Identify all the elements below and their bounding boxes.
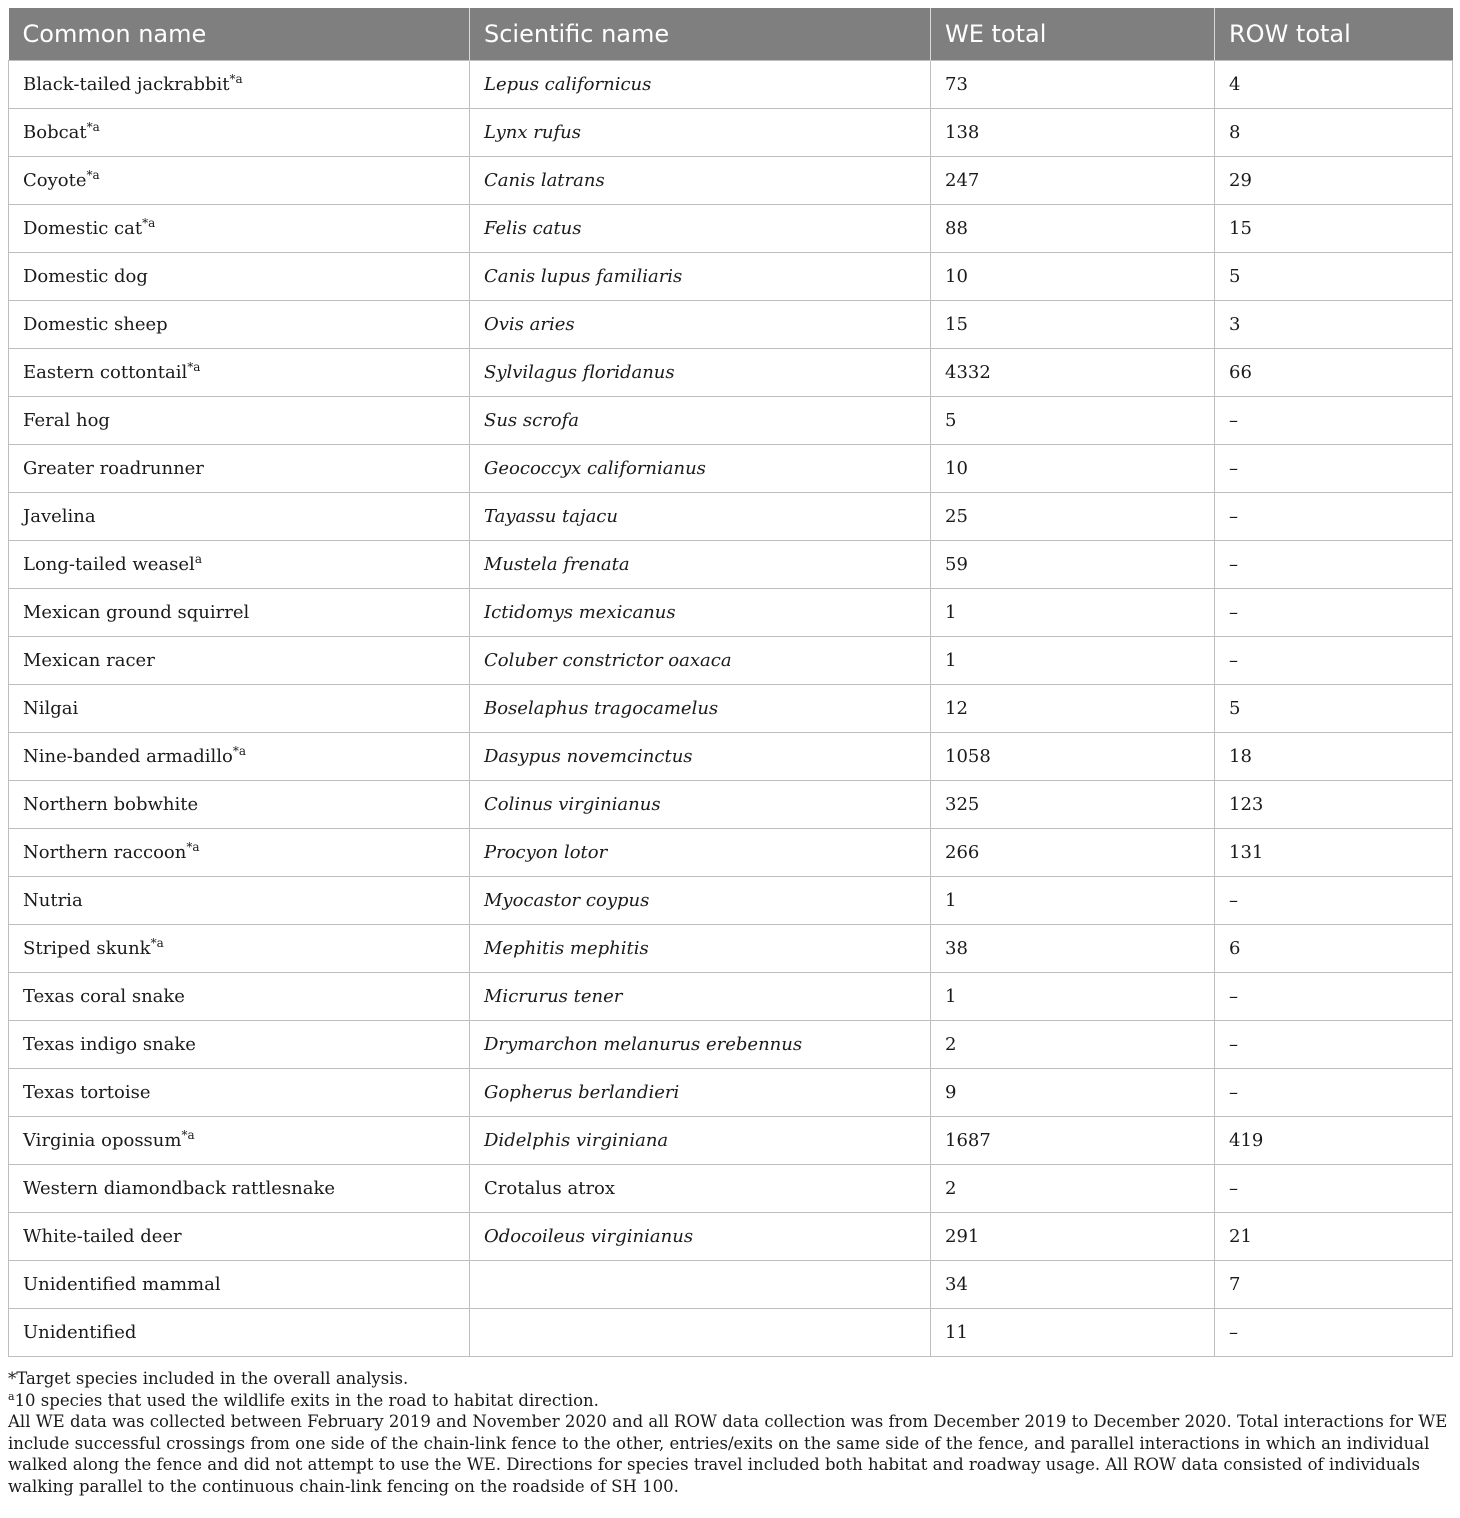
header-scientific-name: Scientific name	[470, 8, 931, 61]
footnote-marker: *a	[86, 168, 100, 182]
cell-row-total: 419	[1215, 1117, 1453, 1165]
header-common-name: Common name	[9, 8, 470, 61]
table-row	[9, 1261, 1453, 1309]
cell-scientific-name: Coluber constrictor oaxaca	[470, 637, 931, 685]
table-row	[9, 1165, 1453, 1213]
cell-row-total: 7	[1215, 1261, 1453, 1309]
table-row	[9, 541, 1453, 589]
cell-scientific-name	[470, 1261, 931, 1309]
footnote-target-species: *Target species included in the overall analysis.	[8, 1369, 409, 1388]
cell-row-total: –	[1215, 541, 1453, 589]
cell-we-total: 73	[931, 61, 1215, 109]
cell-scientific-name: Felis catus	[470, 205, 931, 253]
cell-scientific-name	[470, 1309, 931, 1357]
cell-row-total: 5	[1215, 253, 1453, 301]
header-row	[9, 8, 1453, 61]
table-row	[9, 109, 1453, 157]
cell-row-total: –	[1215, 973, 1453, 1021]
cell-we-total: 10	[931, 253, 1215, 301]
cell-common-name	[9, 829, 470, 877]
common-name-text: Greater roadrunner	[23, 458, 204, 479]
cell-we-total: 34	[931, 1261, 1215, 1309]
cell-row-total: 131	[1215, 829, 1453, 877]
common-name-text: Eastern cottontail	[23, 362, 188, 383]
cell-we-total: 5	[931, 397, 1215, 445]
table-row	[9, 877, 1453, 925]
table-row	[9, 973, 1453, 1021]
table-row	[9, 829, 1453, 877]
cell-row-total: –	[1215, 445, 1453, 493]
common-name-text: Texas indigo snake	[23, 1034, 196, 1055]
cell-we-total: 15	[931, 301, 1215, 349]
common-name-text: Domestic dog	[23, 266, 148, 287]
footnote-marker: a	[194, 552, 202, 566]
common-name-text: Texas tortoise	[23, 1082, 151, 1103]
footnote-marker: *a	[186, 840, 200, 854]
cell-row-total: –	[1215, 1069, 1453, 1117]
table-row	[9, 1309, 1453, 1357]
header-we-total: WE total	[931, 8, 1215, 61]
cell-scientific-name: Ovis aries	[470, 301, 931, 349]
cell-we-total: 2	[931, 1165, 1215, 1213]
cell-common-name	[9, 1117, 470, 1165]
cell-row-total: 5	[1215, 685, 1453, 733]
table-row	[9, 61, 1453, 109]
cell-row-total: 18	[1215, 733, 1453, 781]
cell-scientific-name: Sylvilagus floridanus	[470, 349, 931, 397]
cell-we-total: 38	[931, 925, 1215, 973]
cell-common-name	[9, 1213, 470, 1261]
table-row	[9, 1069, 1453, 1117]
cell-common-name	[9, 349, 470, 397]
cell-scientific-name: Lepus californicus	[470, 61, 931, 109]
cell-common-name	[9, 1261, 470, 1309]
cell-common-name	[9, 541, 470, 589]
table-row	[9, 1021, 1453, 1069]
footnote-road-to-habitat	[8, 1390, 1452, 1412]
cell-we-total: 291	[931, 1213, 1215, 1261]
cell-row-total: –	[1215, 637, 1453, 685]
footnote-marker: *a	[181, 1128, 195, 1142]
table-row	[9, 925, 1453, 973]
cell-scientific-name: Mustela frenata	[470, 541, 931, 589]
cell-we-total: 1	[931, 877, 1215, 925]
cell-we-total: 1	[931, 589, 1215, 637]
cell-scientific-name: Dasypus novemcinctus	[470, 733, 931, 781]
cell-scientific-name: Odocoileus virginianus	[470, 1213, 931, 1261]
cell-we-total: 2	[931, 1021, 1215, 1069]
cell-we-total: 10	[931, 445, 1215, 493]
cell-common-name	[9, 733, 470, 781]
table-row	[9, 205, 1453, 253]
cell-we-total: 325	[931, 781, 1215, 829]
cell-we-total: 247	[931, 157, 1215, 205]
common-name-text: Nutria	[23, 890, 83, 911]
cell-common-name	[9, 445, 470, 493]
cell-we-total: 25	[931, 493, 1215, 541]
cell-common-name	[9, 877, 470, 925]
cell-row-total: –	[1215, 1165, 1453, 1213]
cell-scientific-name: Crotalus atrox	[470, 1165, 931, 1213]
cell-common-name	[9, 1309, 470, 1357]
footnote-marker: *a	[229, 72, 243, 86]
common-name-text: Striped skunk	[23, 938, 151, 959]
table-row	[9, 733, 1453, 781]
cell-common-name	[9, 973, 470, 1021]
common-name-text: Coyote	[23, 170, 87, 191]
cell-we-total: 88	[931, 205, 1215, 253]
cell-row-total: –	[1215, 493, 1453, 541]
cell-scientific-name: Gopherus berlandieri	[470, 1069, 931, 1117]
cell-we-total: 1	[931, 637, 1215, 685]
cell-scientific-name: Drymarchon melanurus erebennus	[470, 1021, 931, 1069]
common-name-text: Javelina	[23, 506, 96, 527]
table-row	[9, 493, 1453, 541]
cell-row-total: –	[1215, 589, 1453, 637]
cell-we-total: 1687	[931, 1117, 1215, 1165]
cell-scientific-name: Boselaphus tragocamelus	[470, 685, 931, 733]
footnote-marker: *a	[150, 936, 164, 950]
cell-common-name	[9, 397, 470, 445]
common-name-text: Mexican ground squirrel	[23, 602, 250, 623]
table-row	[9, 637, 1453, 685]
table-header	[9, 8, 1453, 61]
common-name-text: Unidentified mammal	[23, 1274, 221, 1295]
cell-row-total: 15	[1215, 205, 1453, 253]
cell-scientific-name: Lynx rufus	[470, 109, 931, 157]
cell-row-total: 6	[1215, 925, 1453, 973]
footnote-marker: *a	[86, 120, 100, 134]
common-name-text: Western diamondback rattlesnake	[23, 1178, 336, 1199]
cell-row-total: 123	[1215, 781, 1453, 829]
cell-common-name	[9, 157, 470, 205]
cell-we-total: 59	[931, 541, 1215, 589]
cell-we-total: 11	[931, 1309, 1215, 1357]
cell-row-total: 66	[1215, 349, 1453, 397]
cell-common-name	[9, 61, 470, 109]
cell-common-name	[9, 253, 470, 301]
cell-we-total: 4332	[931, 349, 1215, 397]
cell-common-name	[9, 109, 470, 157]
common-name-text: Black-tailed jackrabbit	[23, 74, 230, 95]
cell-row-total: 8	[1215, 109, 1453, 157]
cell-common-name	[9, 493, 470, 541]
cell-row-total: 29	[1215, 157, 1453, 205]
cell-we-total: 138	[931, 109, 1215, 157]
common-name-text: Mexican racer	[23, 650, 155, 671]
cell-common-name	[9, 637, 470, 685]
common-name-text: Long-tailed weasel	[23, 554, 195, 575]
table-row	[9, 157, 1453, 205]
cell-row-total: –	[1215, 1309, 1453, 1357]
common-name-text: White-tailed deer	[23, 1226, 182, 1247]
table-row	[9, 589, 1453, 637]
table-row	[9, 1117, 1453, 1165]
table-row	[9, 253, 1453, 301]
cell-scientific-name: Myocastor coypus	[470, 877, 931, 925]
cell-scientific-name: Tayassu tajacu	[470, 493, 931, 541]
header-row-total: ROW total	[1215, 8, 1453, 61]
cell-common-name	[9, 1165, 470, 1213]
cell-common-name	[9, 925, 470, 973]
common-name-text: Bobcat	[23, 122, 87, 143]
cell-scientific-name: Geococcyx californianus	[470, 445, 931, 493]
cell-common-name	[9, 301, 470, 349]
cell-scientific-name: Canis latrans	[470, 157, 931, 205]
table-row	[9, 445, 1453, 493]
cell-scientific-name: Micrurus tener	[470, 973, 931, 1021]
cell-row-total: 21	[1215, 1213, 1453, 1261]
common-name-text: Virginia opossum	[23, 1130, 182, 1151]
cell-common-name	[9, 685, 470, 733]
species-table-container	[8, 8, 1452, 1357]
footnote-marker: *a	[142, 216, 156, 230]
cell-scientific-name: Ictidomys mexicanus	[470, 589, 931, 637]
cell-scientific-name: Colinus virginianus	[470, 781, 931, 829]
cell-scientific-name: Mephitis mephitis	[470, 925, 931, 973]
cell-scientific-name: Sus scrofa	[470, 397, 931, 445]
table-row	[9, 685, 1453, 733]
table-row	[9, 1213, 1453, 1261]
cell-scientific-name: Procyon lotor	[470, 829, 931, 877]
cell-scientific-name: Didelphis virginiana	[470, 1117, 931, 1165]
common-name-text: Nine-banded armadillo	[23, 746, 233, 767]
cell-common-name	[9, 1021, 470, 1069]
cell-row-total: –	[1215, 877, 1453, 925]
footnote-general: All WE data was collected between February 2019 and November 2020 and all ROW data collection was from December 2019 to December 2020. Total interactions for WE include successful crossings from one side of the chain-link fence to the other, entries/exits on the same side of the fence, and parallel interactions in which an individual walked along the fence and did not attempt to use the WE. Directions for species travel included both habitat and roadway usage. All ROW data consisted of individuals walking parallel to the continuous chain-link fencing on the roadside of SH 100.	[8, 1412, 1448, 1496]
footnote-mark: a	[8, 1389, 15, 1403]
footnote-marker: *a	[232, 744, 247, 758]
cell-common-name	[9, 589, 470, 637]
common-name-text: Domestic cat	[23, 218, 143, 239]
common-name-text: Texas coral snake	[23, 986, 185, 1007]
cell-common-name	[9, 781, 470, 829]
common-name-text: Northern raccoon	[23, 842, 187, 863]
cell-we-total: 1	[931, 973, 1215, 1021]
cell-we-total: 9	[931, 1069, 1215, 1117]
cell-common-name	[9, 205, 470, 253]
common-name-text: Northern bobwhite	[23, 794, 199, 815]
cell-we-total: 1058	[931, 733, 1215, 781]
common-name-text: Nilgai	[23, 698, 79, 719]
table-body	[9, 61, 1453, 1357]
cell-scientific-name: Canis lupus familiaris	[470, 253, 931, 301]
common-name-text: Unidentified	[23, 1322, 137, 1343]
table-row	[9, 349, 1453, 397]
cell-common-name	[9, 1069, 470, 1117]
cell-we-total: 12	[931, 685, 1215, 733]
common-name-text: Feral hog	[23, 410, 110, 431]
cell-we-total: 266	[931, 829, 1215, 877]
cell-row-total: –	[1215, 397, 1453, 445]
common-name-text: Domestic sheep	[23, 314, 168, 335]
cell-row-total: –	[1215, 1021, 1453, 1069]
cell-row-total: 4	[1215, 61, 1453, 109]
footnote-marker: *a	[187, 360, 201, 374]
species-table	[8, 8, 1453, 1357]
table-row	[9, 397, 1453, 445]
table-row	[9, 781, 1453, 829]
table-row	[9, 301, 1453, 349]
table-footnotes	[8, 1368, 1452, 1497]
cell-row-total: 3	[1215, 301, 1453, 349]
footnote-road-to-habitat-text: 10 species that used the wildlife exits in the road to habitat direction.	[14, 1390, 599, 1410]
